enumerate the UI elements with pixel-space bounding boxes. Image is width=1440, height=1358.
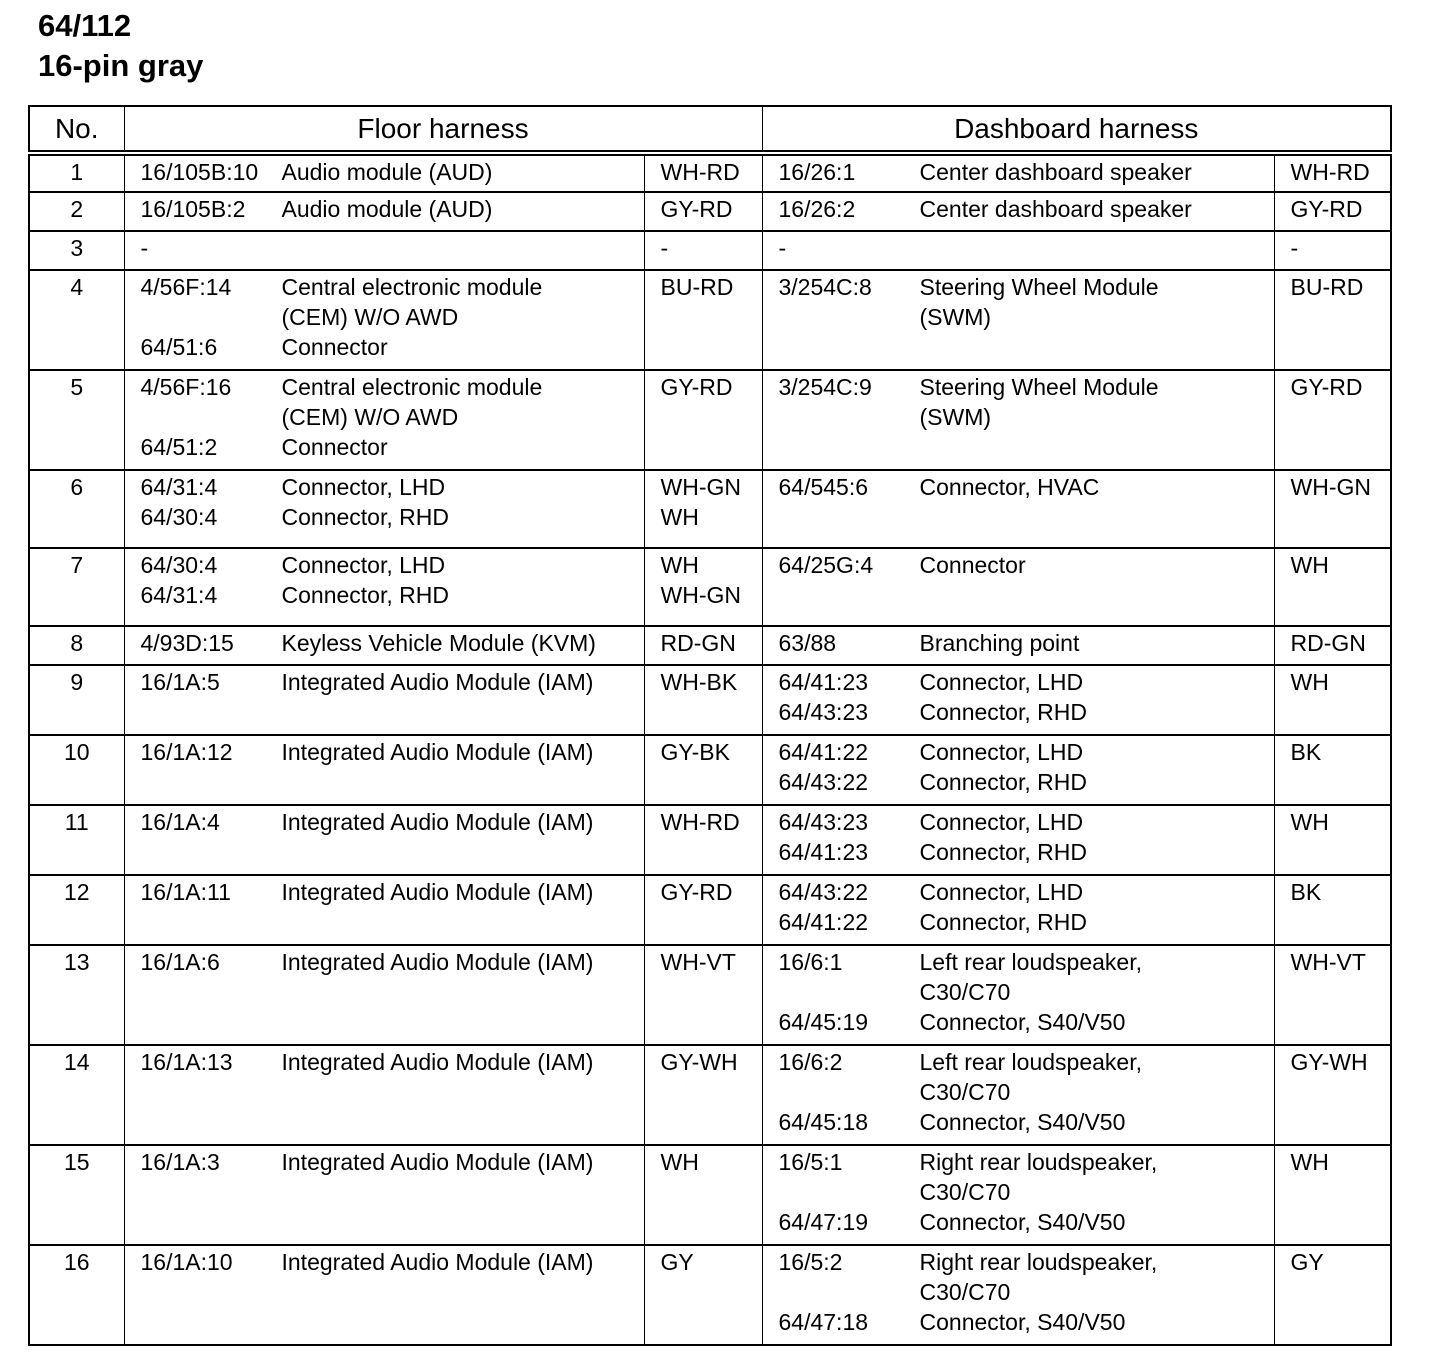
table-header-row	[29, 106, 1391, 153]
floor-connector-code: 64/30:4	[140, 504, 218, 530]
dashboard-wire-color	[1274, 370, 1391, 470]
floor-wire-color	[644, 735, 762, 805]
pin-number: 4	[29, 270, 124, 370]
wire-color-value: GY	[1290, 1249, 1324, 1275]
floor-line	[141, 233, 644, 263]
dashboard-line	[779, 877, 1274, 907]
floor-wire-color	[644, 548, 762, 626]
dashboard-connector-code: 64/545:6	[778, 474, 869, 500]
dashboard-component-name: Connector, RHD	[919, 909, 1087, 935]
dashboard-line	[779, 977, 1274, 1007]
dashboard-connector-code: 64/43:23	[778, 699, 869, 725]
floor-component-name: Central electronic module	[281, 374, 543, 400]
floor-component-name: Connector	[281, 334, 388, 360]
wire-color-value: WH	[1290, 1149, 1329, 1175]
floor-connector-code: 4/56F:16	[140, 374, 232, 400]
wire-color-value: -	[660, 235, 669, 261]
floor-connector-code: 64/31:4	[140, 474, 218, 500]
dashboard-line	[779, 737, 1274, 767]
pin-number: 2	[29, 192, 124, 231]
floor-connector-code: 64/31:4	[140, 582, 218, 608]
floor-connector-code: 4/56F:14	[140, 274, 232, 300]
floor-connector-code: 16/105B:10	[140, 159, 259, 185]
dashboard-harness-description	[762, 1145, 1274, 1245]
dashboard-connector-code: 64/47:18	[778, 1309, 869, 1335]
floor-line	[141, 372, 644, 402]
pin-number: 3	[29, 231, 124, 270]
dashboard-line	[779, 1077, 1274, 1107]
floor-wire-color	[644, 626, 762, 665]
dashboard-harness-description	[762, 231, 1274, 270]
wire-color-value: GY-RD	[660, 374, 733, 400]
dashboard-connector-code	[779, 1077, 920, 1107]
wire-color-value: WH-VT	[1290, 949, 1366, 975]
floor-harness-description	[124, 470, 644, 548]
floor-wire-color	[644, 945, 762, 1045]
pin-number: 16	[29, 1245, 124, 1345]
dashboard-component-name: (SWM)	[919, 304, 992, 330]
dashboard-line	[779, 628, 1274, 658]
dashboard-component-name: C30/C70	[919, 1179, 1011, 1205]
dashboard-connector-code: 63/88	[778, 630, 837, 656]
dashboard-connector-code: 16/6:1	[778, 949, 843, 975]
dashboard-wire-color	[1274, 548, 1391, 626]
dashboard-line	[779, 472, 1274, 502]
table-row	[29, 875, 1391, 945]
dashboard-wire-color	[1274, 470, 1391, 548]
dashboard-component-name: Connector, RHD	[919, 699, 1087, 725]
wire-color-value: RD-GN	[1290, 630, 1366, 656]
dashboard-wire-color	[1274, 1045, 1391, 1145]
dashboard-connector-code: 64/43:22	[778, 769, 869, 795]
floor-wire-color	[644, 1145, 762, 1245]
dashboard-harness-description	[762, 470, 1274, 548]
dashboard-connector-code: 16/6:2	[778, 1049, 843, 1075]
table-row	[29, 270, 1391, 370]
dashboard-harness-description	[762, 665, 1274, 735]
dashboard-wire-color	[1274, 626, 1391, 665]
dashboard-line	[779, 272, 1274, 302]
table-row	[29, 805, 1391, 875]
floor-component-name: Integrated Audio Module (IAM)	[281, 1249, 594, 1275]
floor-connector-code: 64/30:4	[140, 552, 218, 578]
floor-component-name: Integrated Audio Module (IAM)	[281, 809, 594, 835]
floor-component-name: Integrated Audio Module (IAM)	[281, 1149, 594, 1175]
dashboard-component-name: Left rear loudspeaker,	[919, 1049, 1142, 1075]
dashboard-harness-description	[762, 875, 1274, 945]
floor-component-name: Keyless Vehicle Module (KVM)	[281, 630, 596, 656]
wire-color-value: WH	[660, 1149, 699, 1175]
floor-line	[141, 807, 644, 837]
floor-connector-code: 16/1A:5	[140, 669, 220, 695]
pin-number: 14	[29, 1045, 124, 1145]
dashboard-line	[779, 550, 1274, 580]
wire-color-value: RD-GN	[660, 630, 736, 656]
dashboard-wire-color	[1274, 153, 1391, 192]
dashboard-connector-code: 64/41:22	[778, 909, 869, 935]
dashboard-line	[779, 402, 1274, 432]
wire-color-value: -	[1290, 235, 1299, 261]
floor-line	[141, 272, 644, 302]
floor-connector-code: 16/1A:10	[140, 1249, 233, 1275]
dashboard-connector-code: 64/45:18	[778, 1109, 869, 1135]
dashboard-component-name: Connector, RHD	[919, 769, 1087, 795]
dashboard-component-name: Connector, S40/V50	[919, 1209, 1126, 1235]
dashboard-component-name: Steering Wheel Module	[919, 374, 1159, 400]
wire-color-value: WH	[1290, 809, 1329, 835]
floor-connector-code: 4/93D:15	[140, 630, 234, 656]
dashboard-connector-code: 3/254C:8	[778, 274, 872, 300]
dashboard-component-name: C30/C70	[919, 1279, 1011, 1305]
dashboard-connector-code: 3/254C:9	[778, 374, 872, 400]
dashboard-line	[779, 907, 1274, 937]
floor-line	[141, 667, 644, 697]
dashboard-wire-color	[1274, 270, 1391, 370]
pin-number: 1	[29, 153, 124, 192]
pin-number: 7	[29, 548, 124, 626]
floor-wire-color	[644, 370, 762, 470]
floor-connector-code: 16/1A:3	[140, 1149, 220, 1175]
floor-component-name: Audio module (AUD)	[281, 196, 493, 222]
dashboard-wire-color	[1274, 805, 1391, 875]
dashboard-connector-code: -	[778, 235, 787, 261]
dashboard-component-name: Connector, LHD	[919, 879, 1084, 905]
floor-connector-code: 64/51:2	[140, 434, 218, 460]
dashboard-line	[779, 1207, 1274, 1237]
wire-color-value: WH-RD	[1290, 159, 1370, 185]
floor-component-name: Integrated Audio Module (IAM)	[281, 879, 594, 905]
dashboard-connector-code: 64/47:19	[778, 1209, 869, 1235]
dashboard-wire-color	[1274, 945, 1391, 1045]
pin-number: 15	[29, 1145, 124, 1245]
dashboard-component-name: Branching point	[919, 630, 1080, 656]
header-dashboard-harness: Dashboard harness	[762, 106, 1391, 153]
dashboard-harness-description	[762, 270, 1274, 370]
floor-component-name: Central electronic module	[281, 274, 543, 300]
floor-wire-color	[644, 153, 762, 192]
floor-connector-code	[141, 302, 282, 332]
floor-component-name: (CEM) W/O AWD	[281, 304, 459, 330]
table-row	[29, 1245, 1391, 1345]
dashboard-harness-description	[762, 626, 1274, 665]
floor-wire-color	[644, 192, 762, 231]
floor-component-name: Integrated Audio Module (IAM)	[281, 949, 594, 975]
dashboard-line	[779, 1007, 1274, 1037]
floor-harness-description	[124, 548, 644, 626]
wire-color-value: BK	[1290, 739, 1322, 765]
dashboard-component-name: Right rear loudspeaker,	[919, 1149, 1158, 1175]
dashboard-harness-description	[762, 1245, 1274, 1345]
floor-line	[141, 947, 644, 977]
pin-number: 10	[29, 735, 124, 805]
dashboard-line	[779, 1307, 1274, 1337]
dashboard-wire-color	[1274, 1145, 1391, 1245]
dashboard-line	[779, 1177, 1274, 1207]
table-row	[29, 626, 1391, 665]
dashboard-component-name: Connector, LHD	[919, 669, 1084, 695]
pin-number: 6	[29, 470, 124, 548]
table-row	[29, 548, 1391, 626]
dashboard-component-name: Right rear loudspeaker,	[919, 1249, 1158, 1275]
wire-color-value: BU-RD	[660, 274, 734, 300]
dashboard-line	[779, 667, 1274, 697]
dashboard-connector-code: 64/41:23	[778, 669, 869, 695]
floor-harness-description	[124, 153, 644, 192]
wire-color-value: WH-VT	[660, 949, 736, 975]
table-row	[29, 231, 1391, 270]
dashboard-component-name: (SWM)	[919, 404, 992, 430]
floor-component-name: Integrated Audio Module (IAM)	[281, 739, 594, 765]
wire-color-value: WH-RD	[660, 809, 740, 835]
floor-line	[141, 550, 644, 580]
dashboard-component-name: C30/C70	[919, 1079, 1011, 1105]
floor-component-name: Connector	[281, 434, 388, 460]
dashboard-line	[779, 302, 1274, 332]
dashboard-connector-code	[779, 1177, 920, 1207]
floor-wire-color	[644, 231, 762, 270]
page-title	[38, 6, 203, 86]
floor-harness-description	[124, 805, 644, 875]
floor-component-name: Connector, RHD	[281, 582, 449, 608]
dashboard-connector-code	[779, 1277, 920, 1307]
wire-color-value: WH-GN	[660, 582, 741, 608]
table-row	[29, 192, 1391, 231]
dashboard-connector-code: 16/26:1	[778, 159, 856, 185]
dashboard-wire-color	[1274, 665, 1391, 735]
dashboard-harness-description	[762, 805, 1274, 875]
floor-harness-description	[124, 875, 644, 945]
table-row	[29, 1045, 1391, 1145]
dashboard-component-name: Connector	[919, 552, 1026, 578]
dashboard-component-name: Steering Wheel Module	[919, 274, 1159, 300]
floor-line	[141, 1047, 644, 1077]
dashboard-line	[779, 372, 1274, 402]
pin-number: 8	[29, 626, 124, 665]
floor-harness-description	[124, 231, 644, 270]
floor-connector-code: -	[140, 235, 149, 261]
table-row	[29, 735, 1391, 805]
dashboard-harness-description	[762, 735, 1274, 805]
floor-line	[141, 628, 644, 658]
dashboard-connector-code: 16/5:1	[778, 1149, 843, 1175]
floor-wire-color	[644, 1245, 762, 1345]
dashboard-line	[779, 194, 1274, 224]
pin-number: 12	[29, 875, 124, 945]
floor-harness-description	[124, 1145, 644, 1245]
dashboard-line	[779, 1247, 1274, 1277]
pin-number: 9	[29, 665, 124, 735]
connector-description: 16-pin gray	[38, 48, 204, 83]
floor-wire-color	[644, 805, 762, 875]
dashboard-harness-description	[762, 370, 1274, 470]
floor-line	[141, 1247, 644, 1277]
floor-connector-code: 16/1A:4	[140, 809, 220, 835]
dashboard-harness-description	[762, 153, 1274, 192]
floor-wire-color	[644, 665, 762, 735]
dashboard-component-name: Center dashboard speaker	[919, 196, 1192, 222]
floor-line	[141, 877, 644, 907]
pin-number: 13	[29, 945, 124, 1045]
floor-line	[141, 402, 644, 432]
floor-harness-description	[124, 370, 644, 470]
dashboard-line	[779, 157, 1274, 187]
dashboard-component-name: C30/C70	[919, 979, 1011, 1005]
floor-harness-description	[124, 945, 644, 1045]
floor-connector-code: 16/1A:6	[140, 949, 220, 975]
floor-harness-description	[124, 665, 644, 735]
floor-line	[141, 432, 644, 462]
connector-id: 64/112	[38, 8, 132, 43]
floor-line	[141, 332, 644, 362]
floor-harness-description	[124, 626, 644, 665]
header-floor-harness: Floor harness	[124, 106, 762, 153]
dashboard-component-name: Connector, S40/V50	[919, 1109, 1126, 1135]
wire-color-value: GY-RD	[1290, 374, 1363, 400]
wire-color-value: GY-RD	[660, 879, 733, 905]
floor-wire-color	[644, 1045, 762, 1145]
floor-harness-description	[124, 192, 644, 231]
dashboard-line	[779, 1047, 1274, 1077]
floor-component-name: Connector, LHD	[281, 552, 446, 578]
dashboard-component-name: Connector, S40/V50	[919, 1009, 1126, 1035]
dashboard-line	[779, 1147, 1274, 1177]
dashboard-harness-description	[762, 1045, 1274, 1145]
dashboard-connector-code: 64/45:19	[778, 1009, 869, 1035]
wire-color-value: WH	[660, 504, 699, 530]
wire-color-value: BU-RD	[1290, 274, 1364, 300]
wire-color-value: BK	[1290, 879, 1322, 905]
floor-connector-code: 64/51:6	[140, 334, 218, 360]
dashboard-connector-code: 64/25G:4	[778, 552, 874, 578]
dashboard-connector-code: 64/41:22	[778, 739, 869, 765]
floor-connector-code: 16/105B:2	[140, 196, 246, 222]
floor-component-name: Integrated Audio Module (IAM)	[281, 1049, 594, 1075]
floor-line	[141, 157, 644, 187]
table-row	[29, 370, 1391, 470]
table-row	[29, 470, 1391, 548]
floor-wire-color	[644, 270, 762, 370]
wire-color-value: WH-GN	[1290, 474, 1371, 500]
dashboard-component-name: Connector, HVAC	[919, 474, 1100, 500]
dashboard-line	[779, 947, 1274, 977]
dashboard-line	[779, 697, 1274, 727]
dashboard-connector-code	[779, 977, 920, 1007]
dashboard-connector-code	[779, 402, 920, 432]
floor-harness-description	[124, 270, 644, 370]
dashboard-component-name: Left rear loudspeaker,	[919, 949, 1142, 975]
wire-color-value: WH-BK	[660, 669, 738, 695]
dashboard-component-name: Connector, LHD	[919, 809, 1084, 835]
wire-color-value: GY-RD	[660, 196, 733, 222]
floor-wire-color	[644, 470, 762, 548]
dashboard-wire-color	[1274, 735, 1391, 805]
dashboard-line	[779, 807, 1274, 837]
wire-color-value: GY-BK	[660, 739, 730, 765]
dashboard-component-name: Center dashboard speaker	[919, 159, 1192, 185]
pinout-table	[28, 105, 1392, 1346]
dashboard-harness-description	[762, 945, 1274, 1045]
wire-color-value: WH-GN	[660, 474, 741, 500]
header-no: No.	[29, 106, 124, 153]
dashboard-wire-color	[1274, 875, 1391, 945]
dashboard-line	[779, 767, 1274, 797]
table-row	[29, 153, 1391, 192]
dashboard-line	[779, 1107, 1274, 1137]
dashboard-connector-code	[779, 302, 920, 332]
floor-harness-description	[124, 1045, 644, 1145]
floor-line	[141, 1147, 644, 1177]
dashboard-connector-code: 64/43:22	[778, 879, 869, 905]
dashboard-component-name: Connector, RHD	[919, 839, 1087, 865]
dashboard-wire-color	[1274, 231, 1391, 270]
wire-color-value: GY	[660, 1249, 694, 1275]
wire-color-value: WH-RD	[660, 159, 740, 185]
floor-connector-code	[141, 402, 282, 432]
table-row	[29, 945, 1391, 1045]
table-row	[29, 665, 1391, 735]
dashboard-component-name: Connector, LHD	[919, 739, 1084, 765]
floor-component-name: Audio module (AUD)	[281, 159, 493, 185]
wire-color-value: WH	[660, 552, 699, 578]
floor-line	[141, 302, 644, 332]
floor-component-name: Connector, LHD	[281, 474, 446, 500]
wire-color-value: WH	[1290, 669, 1329, 695]
table-row	[29, 1145, 1391, 1245]
floor-line	[141, 502, 644, 532]
pin-number: 5	[29, 370, 124, 470]
dashboard-wire-color	[1274, 192, 1391, 231]
floor-connector-code: 16/1A:12	[140, 739, 233, 765]
floor-line	[141, 737, 644, 767]
floor-harness-description	[124, 735, 644, 805]
floor-line	[141, 194, 644, 224]
dashboard-line	[779, 1277, 1274, 1307]
pin-number: 11	[29, 805, 124, 875]
floor-harness-description	[124, 1245, 644, 1345]
dashboard-connector-code: 16/5:2	[778, 1249, 843, 1275]
wire-color-value: GY-WH	[660, 1049, 738, 1075]
floor-line	[141, 580, 644, 610]
floor-component-name: Integrated Audio Module (IAM)	[281, 669, 594, 695]
floor-connector-code: 16/1A:13	[140, 1049, 233, 1075]
dashboard-harness-description	[762, 548, 1274, 626]
floor-wire-color	[644, 875, 762, 945]
dashboard-component-name: Connector, S40/V50	[919, 1309, 1126, 1335]
floor-line	[141, 472, 644, 502]
floor-connector-code: 16/1A:11	[140, 879, 231, 905]
floor-component-name: (CEM) W/O AWD	[281, 404, 459, 430]
dashboard-wire-color	[1274, 1245, 1391, 1345]
wire-color-value: GY-RD	[1290, 196, 1363, 222]
dashboard-connector-code: 64/41:23	[778, 839, 869, 865]
dashboard-connector-code: 64/43:23	[778, 809, 869, 835]
wire-color-value: GY-WH	[1290, 1049, 1368, 1075]
floor-component-name: Connector, RHD	[281, 504, 449, 530]
dashboard-connector-code: 16/26:2	[778, 196, 856, 222]
dashboard-line	[779, 233, 1274, 263]
dashboard-harness-description	[762, 192, 1274, 231]
wire-color-value: WH	[1290, 552, 1329, 578]
dashboard-line	[779, 837, 1274, 867]
